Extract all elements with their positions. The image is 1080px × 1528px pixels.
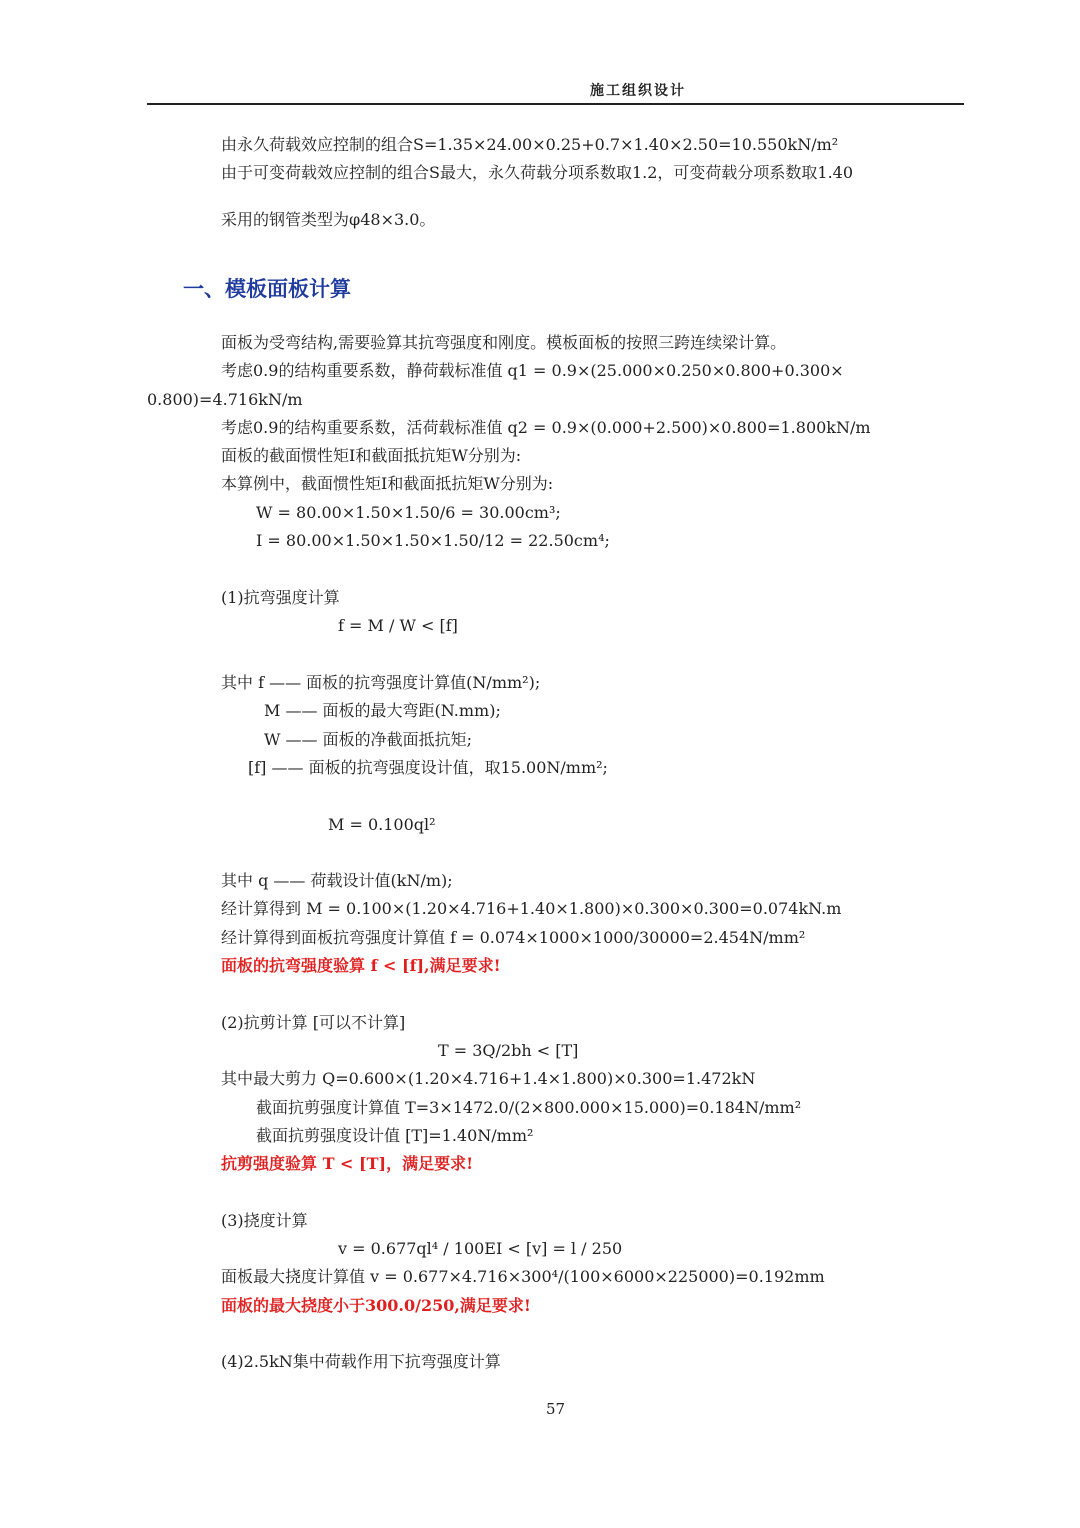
- s2-calc-1: 其中最大剪力 Q=0.600×(1.20×4.716+1.4×1.800)×0.300=1.472kN: [221, 1069, 756, 1088]
- s3-result: 面板的最大挠度小于300.0/250,满足要求!: [221, 1296, 531, 1315]
- body-p5: 本算例中，截面惯性矩I和截面抵抗矩W分别为:: [221, 474, 554, 493]
- w-formula: W = 80.00×1.50×1.50/6 = 30.00cm³;: [256, 503, 561, 522]
- body-p3: 考虑0.9的结构重要系数，活荷载标准值 q2 = 0.9×(0.000+2.500)×0.800=1.800kN/m: [221, 418, 871, 437]
- body-p1: 面板为受弯结构,需要验算其抗弯强度和刚度。模板面板的按照三跨连续梁计算。: [221, 333, 787, 352]
- s1-result: 面板的抗弯强度验算 f < [f],满足要求!: [221, 956, 501, 975]
- s2-title: (2)抗剪计算 [可以不计算]: [221, 1013, 406, 1032]
- s1-def-fd: [f] —— 面板的抗弯强度设计值，取15.00N/mm²;: [248, 758, 608, 777]
- intro-line-2: 由于可变荷载效应控制的组合S最大，永久荷载分项系数取1.2，可变荷载分项系数取1.40: [221, 163, 854, 182]
- page-number: 57: [546, 1400, 566, 1418]
- s1-def-f: 其中 f —— 面板的抗弯强度计算值(N/mm²);: [221, 673, 541, 692]
- page-header-title: 施工组织设计: [590, 83, 686, 99]
- s1-def-m: M —— 面板的最大弯距(N.mm);: [264, 701, 501, 720]
- s1-formula: f = M / W < [f]: [338, 616, 458, 635]
- body-p2b: 0.800)=4.716kN/m: [147, 390, 303, 409]
- s1-def-q: 其中 q —— 荷载设计值(kN/m);: [221, 871, 453, 890]
- section-title: 一、模板面板计算: [183, 276, 351, 301]
- body-p2a: 考虑0.9的结构重要系数，静荷载标准值 q1 = 0.9×(25.000×0.250×0.800+0.300×: [221, 361, 844, 380]
- s1-calc-2: 经计算得到面板抗弯强度计算值 f = 0.074×1000×1000/30000=2.454N/mm²: [221, 928, 806, 947]
- s3-calc-1: 面板最大挠度计算值 v = 0.677×4.716×300⁴/(100×6000×225000)=0.192mm: [221, 1267, 825, 1286]
- s3-title: (3)挠度计算: [221, 1211, 308, 1230]
- s1-m-formula: M = 0.100ql²: [328, 815, 436, 834]
- intro-line-1: 由永久荷载效应控制的组合S=1.35×24.00×0.25+0.7×1.40×2.50=10.550kN/m²: [221, 135, 839, 154]
- body-p4: 面板的截面惯性矩I和截面抵抗矩W分别为:: [221, 446, 522, 465]
- s1-title: (1)抗弯强度计算: [221, 588, 340, 607]
- s4-title: (4)2.5kN集中荷载作用下抗弯强度计算: [221, 1352, 501, 1371]
- s3-formula: v = 0.677ql⁴ / 100EI < [v] = l / 250: [338, 1239, 623, 1258]
- s2-calc-3: 截面抗剪强度设计值 [T]=1.40N/mm²: [256, 1126, 534, 1145]
- s2-formula: T = 3Q/2bh < [T]: [438, 1041, 579, 1060]
- s1-calc-1: 经计算得到 M = 0.100×(1.20×4.716+1.40×1.800)×0.300×0.300=0.074kN.m: [221, 899, 842, 918]
- i-formula: I = 80.00×1.50×1.50×1.50/12 = 22.50cm⁴;: [256, 531, 610, 550]
- s1-def-w: W —— 面板的净截面抵抗矩;: [264, 730, 473, 749]
- s2-calc-2: 截面抗剪强度计算值 T=3×1472.0/(2×800.000×15.000)=0.184N/mm²: [256, 1098, 802, 1117]
- s2-result: 抗剪强度验算 T < [T]，满足要求!: [221, 1154, 474, 1173]
- header-rule: [147, 103, 964, 105]
- intro-line-3: 采用的钢管类型为φ48×3.0。: [221, 210, 436, 229]
